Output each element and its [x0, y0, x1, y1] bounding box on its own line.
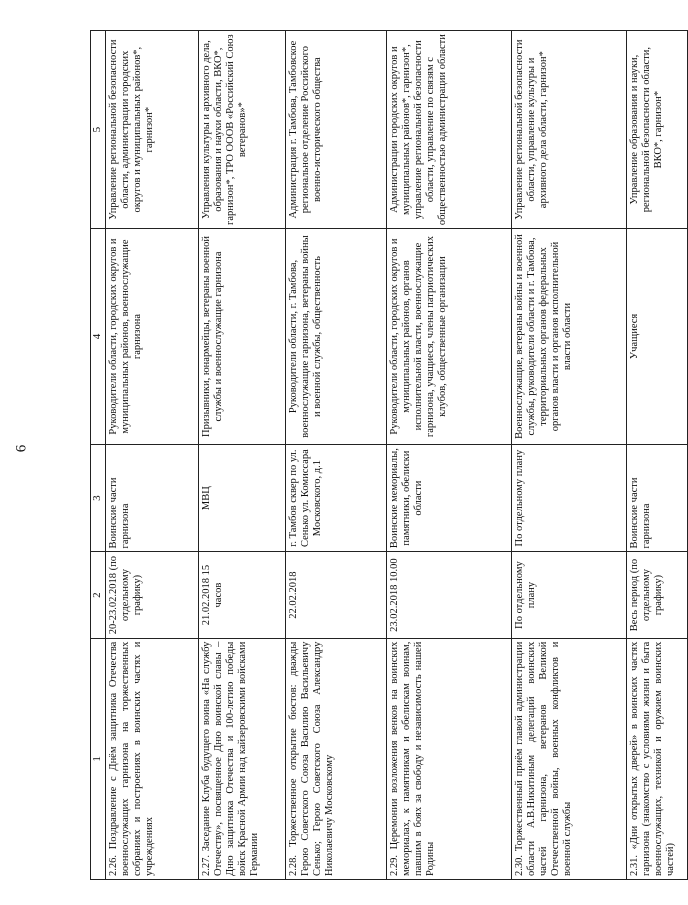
table-row — [627, 31, 688, 880]
event-cell: 2.27. Заседание Клуба будущего воина «На службу Отечеству», посвященное Дню воинской славы – Дню защитника Отечества и 100-летию победы войск Красной Армии над кайзеровскими войсками Германии — [199, 638, 286, 879]
responsible-cell: Управление региональной безопасности области, управление культуры и архивного дела области, гарнизон* — [512, 31, 627, 229]
participants-cell: Руководители области, городских округов и муниципальных районов, органов исполнительной власти, военнослужащие гарнизона, учащиеся, члены патриотических клубов, общественные организации — [387, 229, 512, 444]
responsible-cell: Управление образования и науки, региональной безопасности области, ВКО*, гарнизон* — [627, 31, 688, 229]
event-cell: 2.29. Церемонии возложения венков на воинских мемориалах, к памятникам и обелискам воинам, павшим в боях за свободу и независимость нашей Родины — [387, 638, 512, 879]
place-cell: Воинские части гарнизона — [106, 444, 199, 552]
participants-cell: Руководители области, городских округов и муниципальных районов, военнослужащие гарнизона — [106, 229, 199, 444]
header-col-1: 1 — [91, 638, 106, 879]
table-row — [106, 31, 199, 880]
table-row — [286, 31, 387, 880]
date-cell: 21.02.2018 15 часов — [199, 552, 286, 638]
place-cell: МВЦ — [199, 444, 286, 552]
header-col-3: 3 — [91, 444, 106, 552]
date-cell: 22.02.2018 — [286, 552, 387, 638]
place-cell: По отдельному плану — [512, 444, 627, 552]
table-row — [387, 31, 512, 880]
participants-cell: Военнослужащие, ветераны войны и военной службы, руководители области и г. Тамбова, территориальных органов федеральных органов власти и органов исполнительной власти области — [512, 229, 627, 444]
place-cell: Воинские части гарнизона — [627, 444, 688, 552]
page-number: 6 — [13, 444, 30, 453]
responsible-cell: Управления культуры и архивного дела, образования и науки области, ВКО*, гарнизон*, ТРО ОООВ «Российский Союз ветеранов»* — [199, 31, 286, 229]
event-plan-table — [90, 30, 688, 880]
header-col-5: 5 — [91, 31, 106, 229]
participants-cell: Призывники, юнармейцы, ветераны военной службы и военнослужащие гарнизона — [199, 229, 286, 444]
participants-cell: Учащиеся — [627, 229, 688, 444]
responsible-cell: Администрация г. Тамбова, Тамбовское региональное отделение Российского военно-исторического общества — [286, 31, 387, 229]
participants-cell: Руководители области, г. Тамбова, военнослужащие гарнизона, ветераны войны и военной службы, общественность — [286, 229, 387, 444]
date-cell: 20-23.02.2018 (по отдельному графику) — [106, 552, 199, 638]
event-plan-table-sheet — [90, 30, 676, 880]
place-cell: Воинские мемориалы, памятники, обелиски области — [387, 444, 512, 552]
date-cell: По отдельному плану — [512, 552, 627, 638]
place-cell: г. Тамбов сквер по ул. Сенько ул. Комиссара Московского, д.1 — [286, 444, 387, 552]
header-row — [91, 31, 106, 880]
header-col-2: 2 — [91, 552, 106, 638]
table-row — [512, 31, 627, 880]
header-col-4: 4 — [91, 229, 106, 444]
table-row — [199, 31, 286, 880]
date-cell: Весь период (по отдельному графику) — [627, 552, 688, 638]
responsible-cell: Управление региональной безопасности области, администрации городских округов и муниципальных районов*, гарнизон* — [106, 31, 199, 229]
event-cell: 2.30. Торжественный приём главой администрации области А.В.Никитиным делегаций воинских частей гарнизона, ветеранов Великой Отечественной войны, военных конфликтов и военной службы — [512, 638, 627, 879]
event-cell: 2.28. Торжественное открытие бюстов: дважды Герою Советского Союза Василию Васильевичу Сенько; Герою Советского Союза Александру Николаевичу Московскому — [286, 638, 387, 879]
date-cell: 23.02.2018 10.00 — [387, 552, 512, 638]
responsible-cell: Администрации городских округов и муниципальных районов*, гарнизон*, управление региональной безопасности области, управление по связям с общественностью администрации области — [387, 31, 512, 229]
event-cell: 2.31. «Дни открытых дверей» в воинских частях гарнизона (знакомство с условиями жизни и быта военнослужащих, техникой и оружием воинских частей) — [627, 638, 688, 879]
event-cell: 2.26. Поздравление с Днём защитника Отечества военнослужащих гарнизона на торжественных собраниях и построениях в воинских частях и учреждениях — [106, 638, 199, 879]
